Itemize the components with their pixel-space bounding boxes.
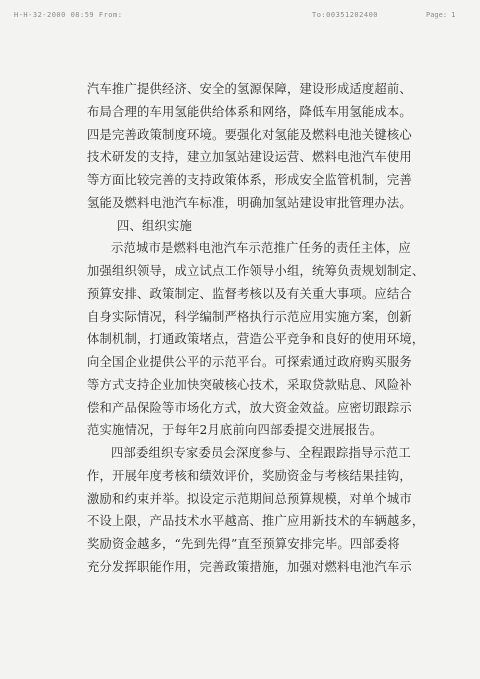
text-line: 四部委组织专家委员会深度参与、全程跟踪指导示范工: [111, 446, 411, 460]
text-line: 激励和约束并举。拟设定示范期间总预算规模，对单个城市: [87, 491, 412, 506]
text-line: 范实施情况，于每年2月底前向四部委提交进展报告。: [87, 423, 383, 438]
text-line: 氢能及燃料电池汽车标准，明确加氢站建设审批管理办法。: [87, 195, 412, 210]
text-line: 向全国企业提供公平的示范平台。可探索通过政府购买服务: [87, 355, 412, 369]
text-line: 等方式支持企业加快突破核心技术，采取贷款贴息、风险补: [87, 377, 412, 392]
fax-header-recipient: To:00351202400: [312, 11, 379, 19]
text-line: 技术研发的支持，建立加氢站建设运营、燃料电池汽车使用: [87, 150, 412, 165]
text-line: 奖励资金越多，“先到先得”直至预算安排完毕。四部委将: [87, 537, 400, 551]
fax-header-sender: H-H-32-2000 08:59 From:: [14, 11, 123, 19]
document-body: [87, 78, 425, 579]
fax-header: [0, 0, 480, 22]
text-line: 四是完善政策制度环境。要强化对氢能及燃料电池关键核心: [87, 127, 412, 142]
text-line: 不设上限，产品技术水平越高、推广应用新技术的车辆越多，: [87, 514, 425, 529]
text-line: 作，开展年度考核和绩效评价，奖励资金与考核结果挂钩，: [87, 468, 412, 483]
text-line: 预算安排、政策制定、监督考核以及有关重大事项。应结合: [87, 286, 412, 301]
fax-header-page: Page: 1: [426, 11, 456, 19]
text-line: 自身实际情况，科学编制严格执行示范应用实施方案，创新: [87, 309, 412, 324]
text-line: 等方面比较完善的支持政策体系，形成安全监管机制，完善: [87, 173, 412, 187]
text-line: 汽车推广提供经济、安全的氢源保障，建设形成适度超前、: [87, 82, 412, 96]
text-line: 偿和产品保险等市场化方式，放大资金效益。应密切跟踪示: [87, 400, 412, 415]
text-line: 加强组织领导，成立试点工作领导小组，统筹负责规划制定、: [87, 264, 425, 278]
text-line: 充分发挥职能作用，完善政策措施，加强对燃料电池汽车示: [87, 559, 412, 574]
text-line: 布局合理的车用氢能供给体系和网络，降低车用氢能成本。: [87, 104, 412, 119]
text-line: 体制机制，打通政策堵点，营造公平竞争和良好的使用环境，: [87, 332, 425, 347]
section-heading: 四、组织实施: [117, 218, 192, 233]
text-line: 示范城市是燃料电池汽车示范推广任务的责任主体，应: [111, 241, 411, 256]
